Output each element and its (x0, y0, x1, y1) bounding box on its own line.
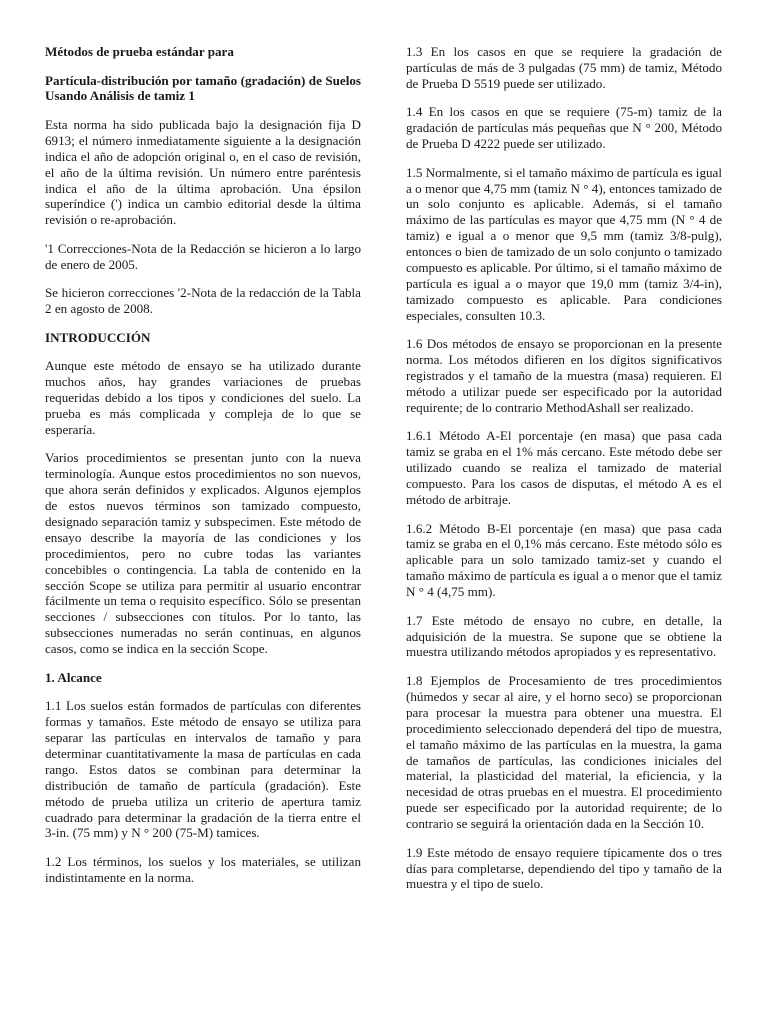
left-column (45, 44, 361, 898)
scope-paragraph: 1.6.2 Método B-El porcentaje (en masa) que pasa cada tamiz se graba en el 0,1% más cercano. Este método sólo es aplicable para un solo tamizado tamiz-set y cuando el tamaño máximo de partícula es igual a o menor que el tamiz N ° 4 (4,75 mm). (406, 520, 722, 600)
scope-paragraph: 1.6.1 Método A-El porcentaje (en masa) que pasa cada tamiz se graba en el 1% más cercano. Este método debe ser utilizado cuando se realiza el tamizado de material compuesto. Para los casos de disputas, el método A es el método de arbitraje. (406, 428, 722, 508)
document-subtitle: Partícula-distribución por tamaño (gradación) de Suelos Usando Análisis de tamiz 1 (45, 72, 361, 104)
scope-paragraph: 1.7 Este método de ensayo no cubre, en detalle, la adquisición de la muestra. Se supone que se obtiene la muestra utilizando métodos apropiados y es representativo. (406, 612, 722, 660)
scope-paragraph: 1.5 Normalmente, si el tamaño máximo de partícula es igual a o menor que 4,75 mm (tamiz N ° 4), entonces tamizado de un solo conjunto es aplicable. Además, si el tamaño máximo de las partículas es mayor que 4,75 mm (N ° 4 de tamiz) e igual a o menor que 9,5 mm (tamiz 3/8-pulg), entonces o bien de tamizado de un solo conjunto o tamizado compuesto es aplicable. Por último, si el tamaño máximo de partícula es igual a o mayor que 19,0 mm (tamiz 3/4-in), tamizado compuesto es aplicable. Para condiciones especiales, consulten 10.3. (406, 164, 722, 323)
paragraph-correction-1: '1 Correcciones-Nota de la Redacción se hicieron a lo largo de enero de 2005. (45, 240, 361, 272)
scope-paragraph: 1.3 En los casos en que se requiere la gradación de partículas de más de 3 pulgadas (75 mm) de tamiz, Método de Prueba D 5519 puede ser utilizado. (406, 44, 722, 91)
intro-paragraph: Aunque este método de ensayo se ha utilizado durante muchos años, hay grandes variaciones de pruebas requeridas debido a los tipos y condiciones del suelo. La prueba es más complicada y compleja de lo que se esperaría. (45, 358, 361, 437)
document-title: Métodos de prueba estándar para (45, 44, 234, 59)
scope-paragraph: 1.6 Dos métodos de ensayo se proporcionan en la presente norma. Los métodos difieren en los dígitos significativos registrados y el tamaño de la muestra (masa) requieren. El método a utilizar puede ser especificado por la autoridad requirente; de lo contrario MethodAshall ser realizado. (406, 336, 722, 415)
introduction-heading: INTRODUCCIÓN (45, 329, 151, 345)
scope-paragraph: 1.2 Los términos, los suelos y los materiales, se utilizan indistintamente en la norma. (45, 853, 361, 885)
scope-paragraph: 1.4 En los casos en que se requiere (75-m) tamiz de la gradación de partículas más pequeñas que N ° 200, Método de Prueba D 4222 puede ser utilizado. (406, 104, 722, 152)
paragraph-designation: Esta norma ha sido publicada bajo la designación fija D 6913; el número inmediatamente siguiente a la designación indica el año de adopción original o, en el caso de revisión, el año de la última revisión. Un número entre paréntesis indica el año de la última aprobación. Una épsilon superíndice (') indica un cambio editorial desde la última revisión o re-aprobación. (45, 116, 361, 228)
scope-paragraph: 1.9 Este método de ensayo requiere típicamente dos o tres días para completarse, dependiendo del tipo y tamaño de la muestra y el tipo de suelo. (406, 844, 722, 892)
intro-paragraph: Varios procedimientos se presentan junto con la nueva terminología. Aunque estos procedimientos no son nuevos, que ahora serán definidos y explicados. Algunos ejemplos de estos nuevos términos son tamizado compuesto, designado separación tamiz y subspecimen. Este método de ensayo describe la mayoría de las condiciones y los procedimientos, pero no cubre todas las variantes concebibles o contingencia. La tabla de contenido en la sección Scope se utiliza para permitir al usuario encontrar fácilmente un tema o requisito específico. Sólo se presentan secciones / subsecciones con títulos. Por lo tanto, las subsecciones numeradas no serán continuas, en algunos casos, como se indica en la sección Scope. (45, 450, 361, 657)
paragraph-correction-2: Se hicieron correcciones '2-Nota de la redacción de la Tabla 2 en agosto de 2008. (45, 285, 361, 317)
scope-paragraph: 1.1 Los suelos están formados de partículas con diferentes formas y tamaños. Este método de ensayo se utiliza para separar las partículas en intervalos de tamaño y para determinar cuantitativamente la masa de partículas en cada rango. Estos datos se combinan para determinar la distribución de tamaño de partícula (gradación). Este método de prueba utiliza un criterio de apertura tamiz cuadrado para determinar la gradación de la tierra entre el 3-in. (75 mm) y N ° 200 (75-M) tamices. (45, 698, 361, 841)
scope-heading: 1. Alcance (45, 669, 102, 685)
right-column (406, 44, 722, 905)
scope-paragraph: 1.8 Ejemplos de Procesamiento de tres procedimientos (húmedos y secar al aire, y el horno seco) se proporcionan para procesar la muestra para obtener una muestra. El procedimiento seleccionado dependerá del tipo de muestra, el tamaño máximo de las partículas en la muestra, la gama de tamaños de partículas, las condiciones iniciales del material, la plasticidad del material, la eficiencia, y la necesidad de otras pruebas en el muestra. El procedimiento puede ser especificado por la autoridad requirente; de lo contrario se seguirá la orientación dada en la Sección 10. (406, 672, 722, 832)
